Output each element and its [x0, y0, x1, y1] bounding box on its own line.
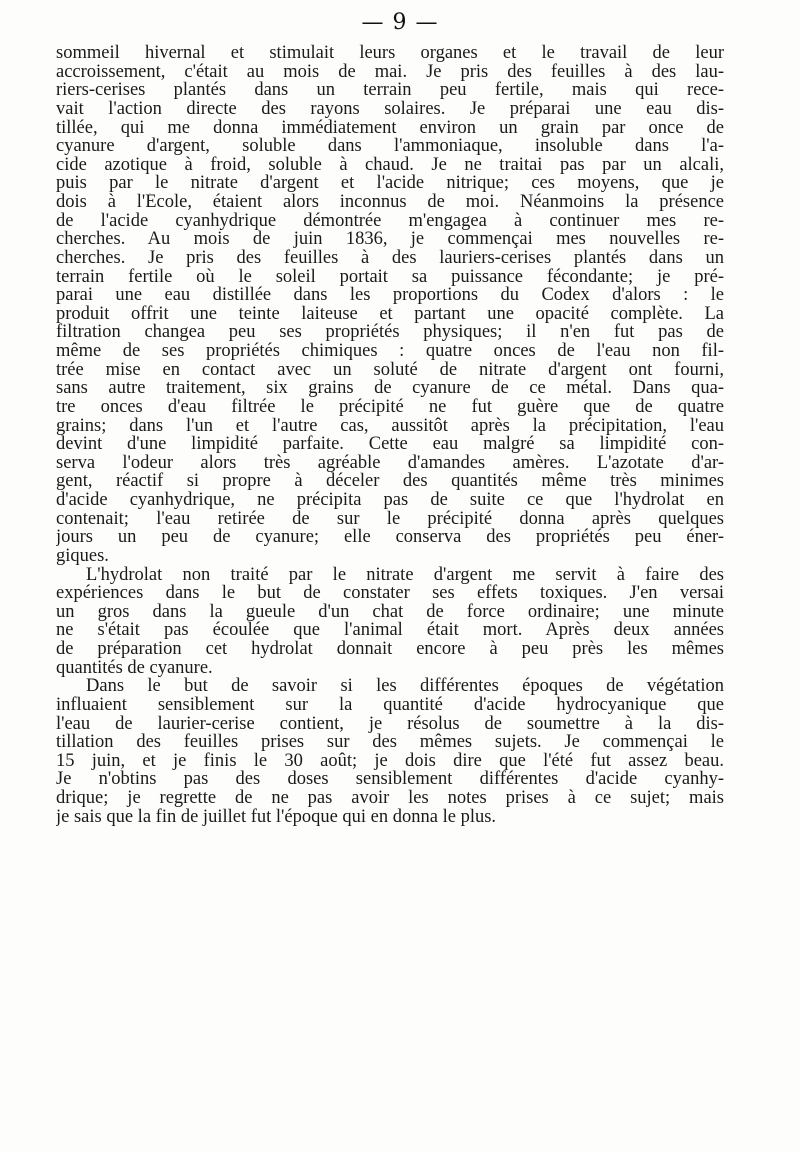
text-line: cide azotique à froid, soluble à chaud. Je ne traitai pas par un alcali,: [56, 155, 724, 175]
text-line: puis par le nitrate d'argent et l'acide nitrique; ces moyens, que je: [56, 174, 724, 193]
text-line: cherches. Au mois de juin 1836, je commençai mes nouvelles re-: [56, 230, 724, 249]
text-line: sans autre traitement, six grains de cyanure de ce métal. Dans qua-: [56, 379, 724, 398]
text-line: accroissement, c'était au mois de mai. Je pris des feuilles à des lau-: [56, 62, 724, 82]
paragraph-3: [56, 677, 724, 826]
text-line: parai une eau distillée dans les proportions du Codex d'alors : le: [56, 286, 724, 305]
text-line: 15 juin, et je finis le 30 août; je dois dire que l'été fut assez beau.: [56, 751, 724, 771]
text-line: l'eau de laurier-cerise contient, je résolus de soumettre à la dis-: [56, 714, 724, 734]
text-line: jours un peu de cyanure; elle conserva des propriétés peu éner-: [56, 528, 724, 547]
text-line: Je n'obtins pas des doses sensiblement différentes d'acide cyanhy-: [56, 770, 724, 789]
text-line: drique; je regrette de ne pas avoir les notes prises à ce sujet; mais: [56, 789, 724, 808]
text-line: devint d'une limpidité parfaite. Cette eau malgré sa limpidité con-: [56, 435, 724, 454]
text-line: de l'acide cyanhydrique démontrée m'engagea à continuer mes re-: [56, 211, 724, 231]
text-line: contenait; l'eau retirée de sur le précipité donna après quelques: [56, 509, 724, 529]
text-line: expériences dans le but de constater ses effets toxiques. J'en versai: [56, 584, 724, 603]
text-line: terrain fertile où le soleil portait sa puissance fécondante; je pré-: [56, 267, 724, 287]
text-line: filtration changea peu ses propriétés physiques; il n'en fut pas de: [56, 323, 724, 342]
text-line: serva l'odeur alors très agréable d'amandes amères. L'azotate d'ar-: [56, 453, 724, 473]
text-line: tillée, qui me donna immédiatement environ un grain par once de: [56, 118, 724, 138]
text-line: je sais que la fin de juillet fut l'époque qui en donna le plus.: [56, 807, 497, 827]
text-line: quantités de cyanure.: [56, 658, 213, 678]
text-line: trée mise en contact avec un soluté de nitrate d'argent ont fourni,: [56, 360, 724, 380]
text-line: gent, réactif si propre à déceler des quantités même très minimes: [56, 472, 724, 491]
text-line: même de ses propriétés chimiques : quatre onces de l'eau non fil-: [56, 342, 724, 361]
text-line: tre onces d'eau filtrée le précipité ne fut guère que de quatre: [56, 397, 724, 417]
paragraph-2: [56, 566, 724, 678]
text-line: cyanure d'argent, soluble dans l'ammoniaque, insoluble dans l'a-: [56, 137, 724, 156]
text-line: ne s'était pas écoulée que l'animal était mort. Après deux années: [56, 621, 724, 640]
text-line: dois à l'École, étaient alors inconnus de moi. Néanmoins la présence: [56, 193, 724, 212]
text-line: cherches. Je pris des feuilles à des lauriers-cerises plantés dans un: [56, 248, 724, 268]
text-line: influaient sensiblement sur la quantité d'acide hydrocyanique que: [56, 695, 724, 715]
text-line: giques.: [56, 546, 109, 566]
text-line: d'acide cyanhydrique, ne précipita pas de suite ce que l'hydrolat en: [56, 491, 724, 510]
text-line: grains; dans l'un et l'autre cas, aussitôt après la précipitation, l'eau: [56, 416, 724, 436]
text-line: sommeil hivernal et stimulait leurs organes et le travail de leur: [56, 44, 724, 63]
text-line: de préparation cet hydrolat donnait encore à peu près les mêmes: [56, 640, 724, 659]
body-text: [56, 44, 724, 826]
paragraph-1: [56, 44, 724, 566]
text-line: Dans le but de savoir si les différentes époques de végétation: [86, 677, 724, 696]
text-line: tillation des feuilles prises sur des mêmes sujets. Je commençai le: [56, 733, 724, 752]
text-line: vait l'action directe des rayons solaires. Je préparai une eau dis-: [56, 99, 724, 119]
text-line: un gros dans la gueule d'un chat de force ordinaire; une minute: [56, 602, 724, 622]
page-number: — 9 —: [361, 10, 439, 35]
text-line: produit offrit une teinte laiteuse et partant une opacité complète. La: [56, 304, 724, 324]
text-line: L'hydrolat non traité par le nitrate d'argent me servit à faire des: [86, 565, 724, 585]
text-line: riers-cerises plantés dans un terrain peu fertile, mais qui rece-: [56, 81, 724, 100]
